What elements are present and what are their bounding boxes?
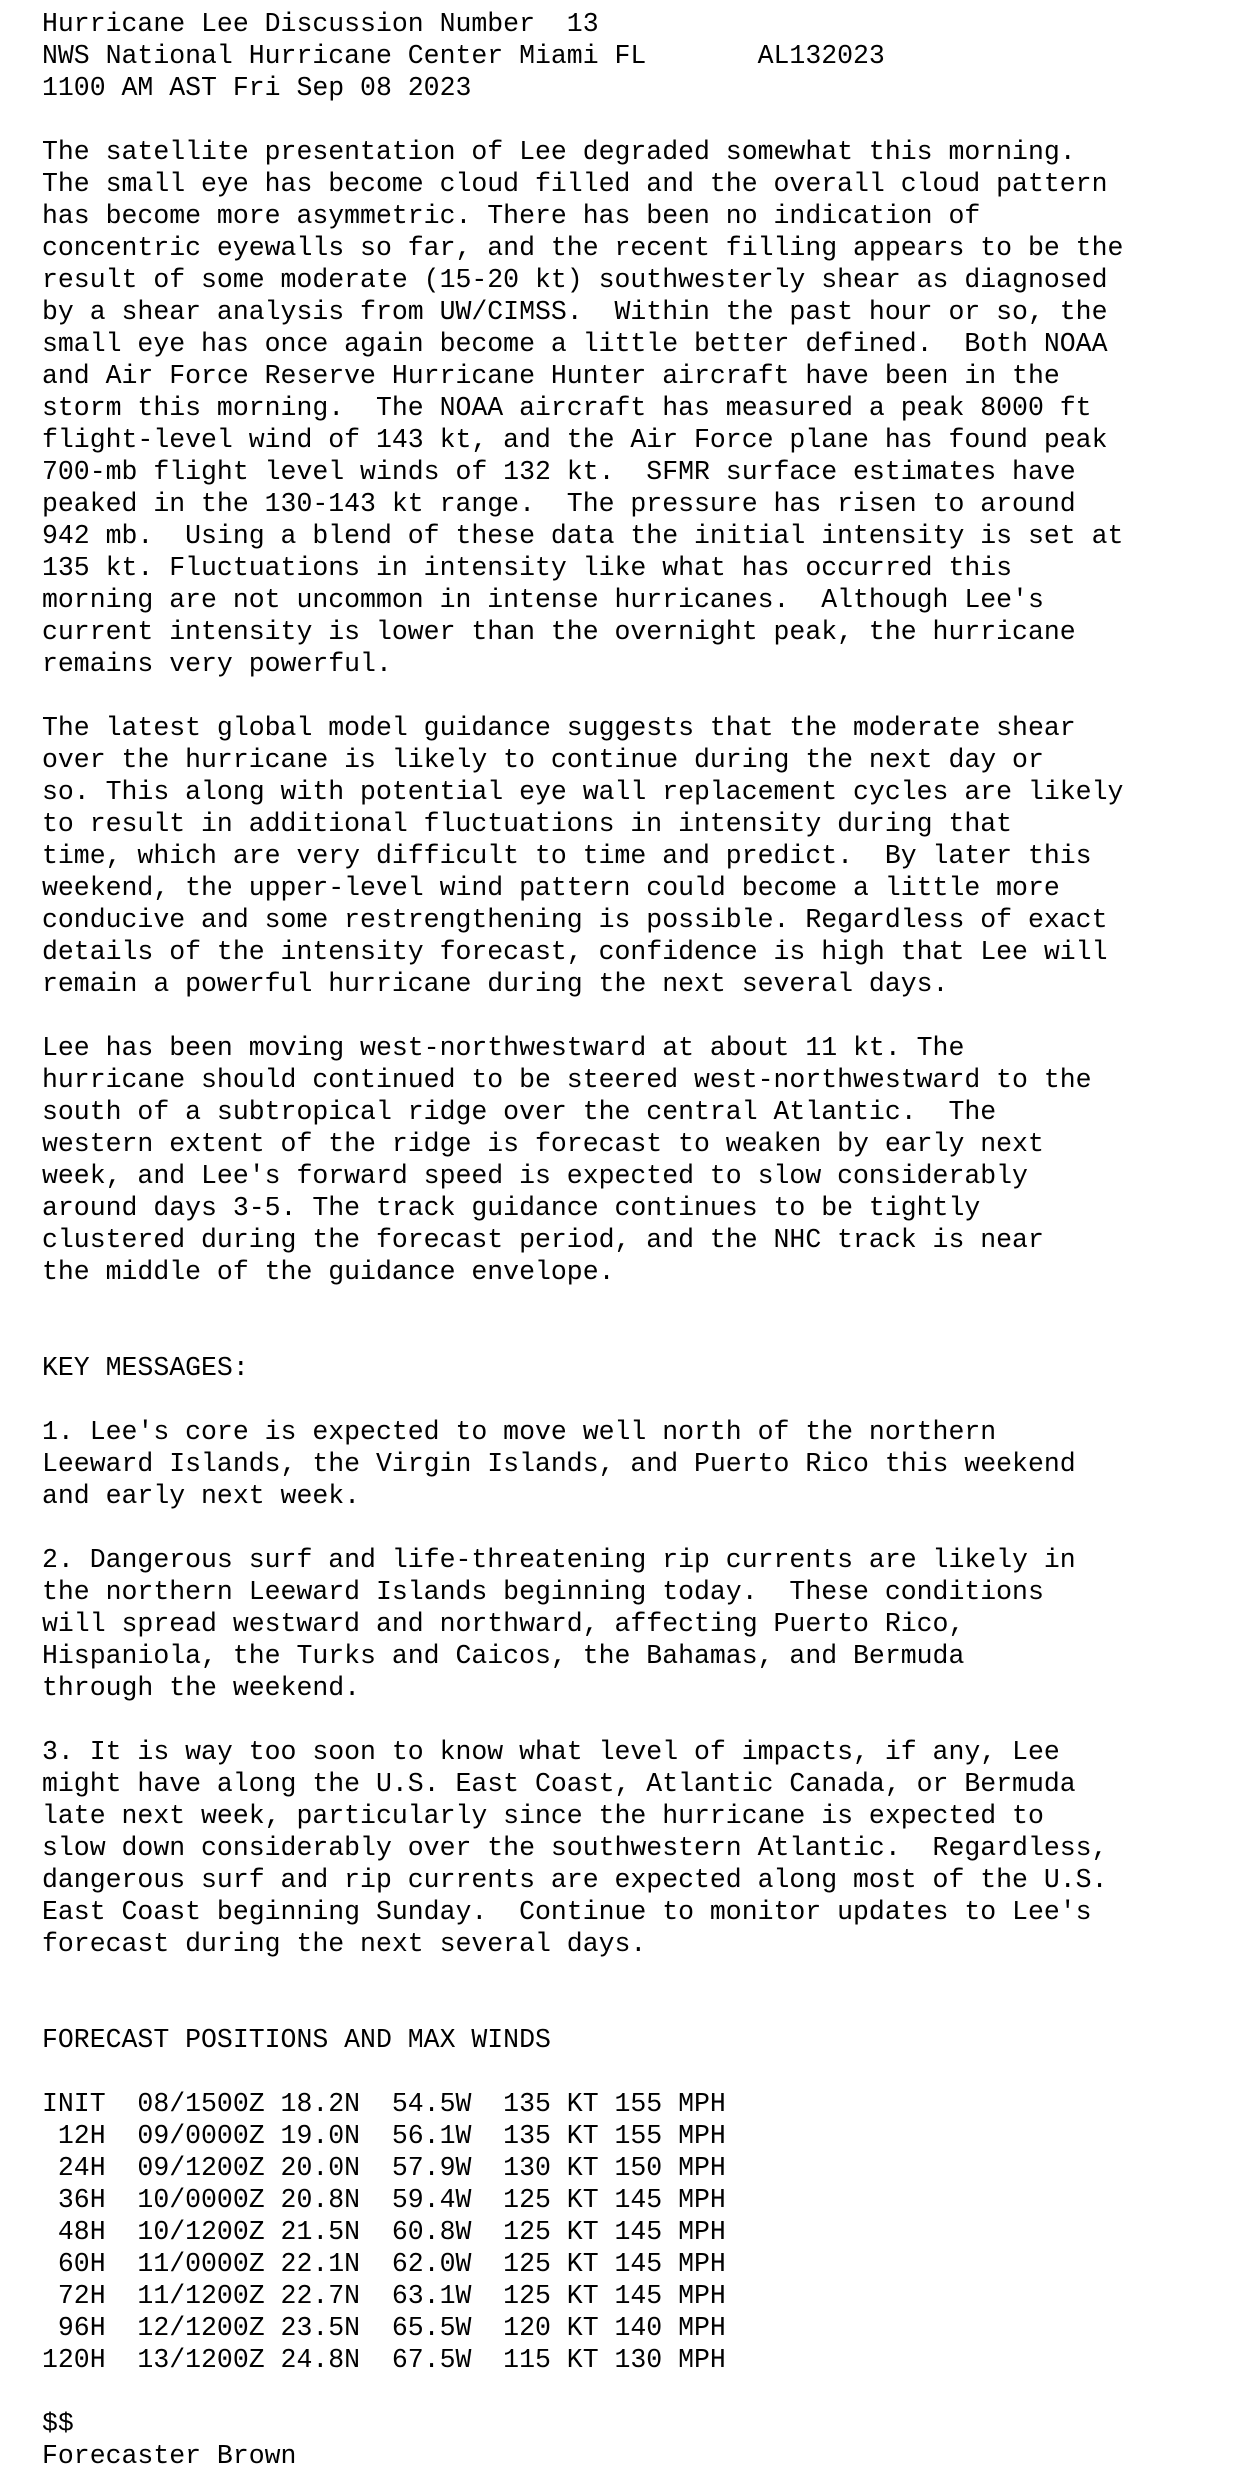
key-messages-heading: KEY MESSAGES: — [42, 1353, 249, 1383]
forecast-row: 36H 10/0000Z 20.8N 59.4W 125 KT 145 MPH — [42, 2185, 726, 2215]
issuing-office: NWS National Hurricane Center Miami FL AL132023 — [42, 41, 885, 71]
discussion-paragraph-1: The satellite presentation of Lee degraded somewhat this morning. The small eye has become cloud filled and the overall cloud pattern has become more asymmetric. There has been no indication of concentric eyewalls so far, and the recent filling appears to be the result of some moderate (15-20 kt) southwesterly shear as diagnosed by a shear analysis from UW/CIMSS. Within the past hour or so, the small eye has once again become a little better defined. Both NOAA and Air Force Reserve Hurricane Hunter aircraft have been in the storm this morning. The NOAA aircraft has measured a peak 8000 ft flight-level wind of 143 kt, and the Air Force plane has found peak 700-mb flight level winds of 132 kt. SFMR surface estimates have peaked in the 130-143 kt range. The pressure has risen to around 942 mb. Using a blend of these data the initial intensity is set at 135 kt. Fluctuations in intensity like what has occurred this morning are not uncommon in intense hurricanes. Although Lee's current intensity is lower than the overnight peak, the hurricane remains very powerful. — [42, 137, 1124, 679]
discussion-paragraph-3: Lee has been moving west-northwestward at about 11 kt. The hurricane should continued to be steered west-northwestward to the south of a subtropical ridge over the central Atlantic. The western extent of the ridge is forecast to weaken by early next week, and Lee's forward speed is expected to slow considerably around days 3-5. The track guidance continues to be tightly clustered during the forecast period, and the NHC track is near the middle of the guidance envelope. — [42, 1033, 1092, 1287]
forecast-row: 96H 12/1200Z 23.5N 65.5W 120 KT 140 MPH — [42, 2313, 726, 2343]
discussion-document — [42, 8, 1123, 2472]
forecast-row: 48H 10/1200Z 21.5N 60.8W 125 KT 145 MPH — [42, 2217, 726, 2247]
key-message-3: 3. It is way too soon to know what level of impacts, if any, Lee might have along the U.S. East Coast, Atlantic Canada, or Bermuda late next week, particularly since the hurricane is expected to slow down considerably over the southwestern Atlantic. Regardless, dangerous surf and rip currents are expected along most of the U.S. East Coast beginning Sunday. Continue to monitor updates to Lee's forecast during the next several days. — [42, 1737, 1108, 1959]
issue-time: 1100 AM AST Fri Sep 08 2023 — [42, 73, 472, 103]
forecast-row: 72H 11/1200Z 22.7N 63.1W 125 KT 145 MPH — [42, 2281, 726, 2311]
message-terminator: $$ — [42, 2409, 74, 2439]
forecast-row: 60H 11/0000Z 22.1N 62.0W 125 KT 145 MPH — [42, 2249, 726, 2279]
forecast-row: 24H 09/1200Z 20.0N 57.9W 130 KT 150 MPH — [42, 2153, 726, 2183]
discussion-paragraph-2: The latest global model guidance suggests that the moderate shear over the hurricane is likely to continue during the next day or so. This along with potential eye wall replacement cycles are likely to result in additional fluctuations in intensity during that time, which are very difficult to time and predict. By later this weekend, the upper-level wind pattern could become a little more conducive and some restrengthening is possible. Regardless of exact details of the intensity forecast, confidence is high that Lee will remain a powerful hurricane during the next several days. — [42, 713, 1124, 999]
key-message-1: 1. Lee's core is expected to move well north of the northern Leeward Islands, the Virgin Islands, and Puerto Rico this weekend and early next week. — [42, 1417, 1076, 1511]
forecast-row: 120H 13/1200Z 24.8N 67.5W 115 KT 130 MPH — [42, 2345, 726, 2375]
key-message-2: 2. Dangerous surf and life-threatening rip currents are likely in the northern Leeward Islands beginning today. These conditions will spread westward and northward, affecting Puerto Rico, Hispaniola, the Turks and Caicos, the Bahamas, and Bermuda through the weekend. — [42, 1545, 1076, 1703]
forecast-row: 12H 09/0000Z 19.0N 56.1W 135 KT 155 MPH — [42, 2121, 726, 2151]
forecaster-signature: Forecaster Brown — [42, 2441, 297, 2471]
discussion-title: Hurricane Lee Discussion Number 13 — [42, 9, 599, 39]
forecast-row: INIT 08/1500Z 18.2N 54.5W 135 KT 155 MPH — [42, 2089, 726, 2119]
forecast-heading: FORECAST POSITIONS AND MAX WINDS — [42, 2025, 551, 2055]
